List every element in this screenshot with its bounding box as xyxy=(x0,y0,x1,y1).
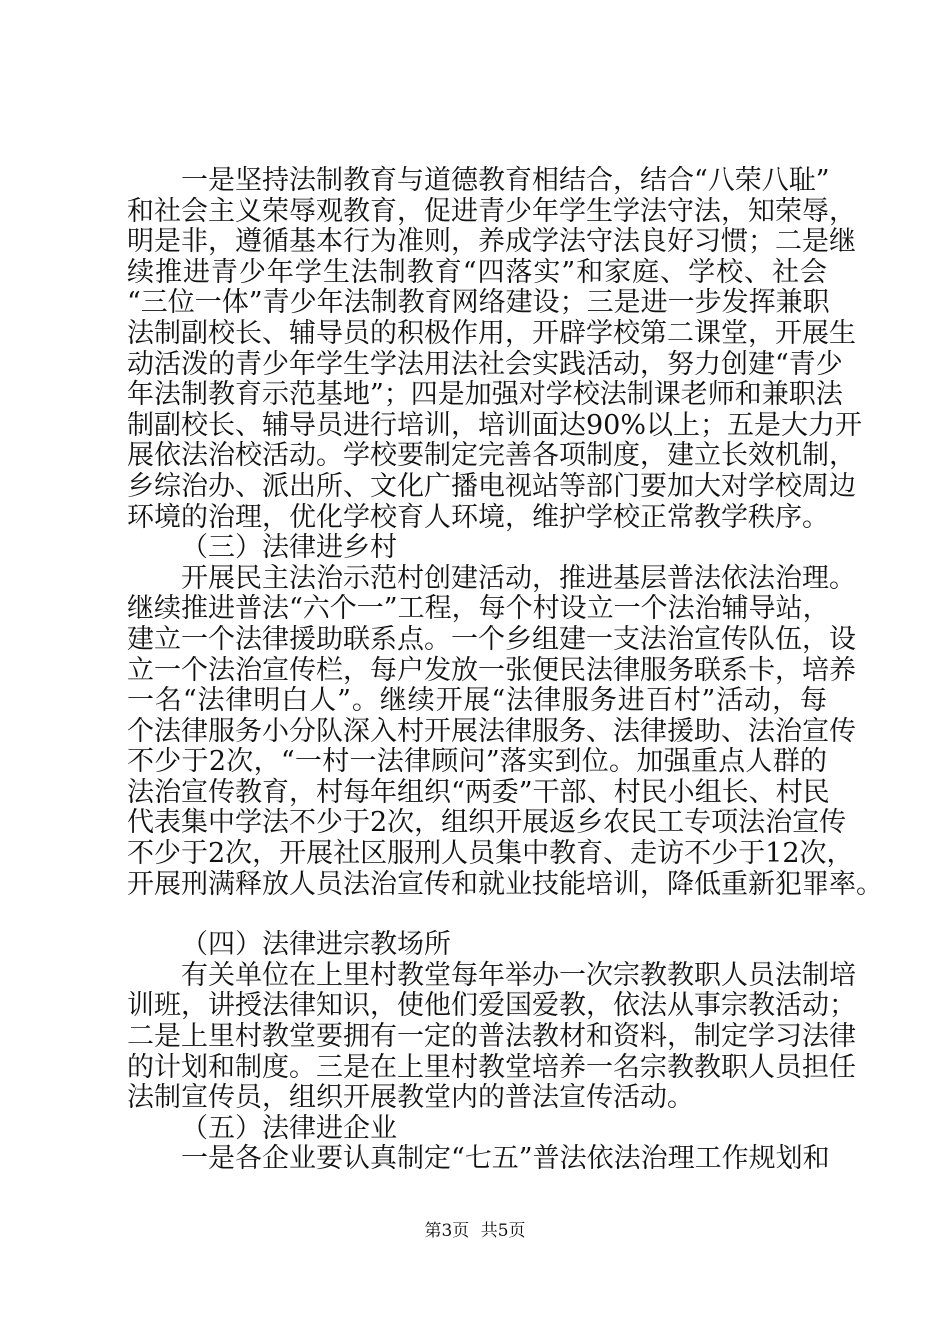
section-heading-4: （四）法律进宗教场所 xyxy=(181,929,451,961)
text-line: 制副校长、辅导员进行培训，培训面达90%以上；五是大力开 xyxy=(127,409,863,441)
text-line: 动活泼的青少年学生学法用法社会实践活动，努力创建“青少 xyxy=(127,348,843,380)
text-line: 明是非，遵循基本行为准则，养成学法守法良好习惯；二是继 xyxy=(127,226,856,258)
paragraph-1 xyxy=(127,165,863,533)
paragraph-2 xyxy=(127,562,883,901)
text-line: 续推进青少年学生法制教育“四落实”和家庭、学校、社会 xyxy=(127,256,827,288)
text-line: 法治宣传教育，村每年组织“两委”干部、村民小组长、村民 xyxy=(127,776,830,808)
text-line: 继续推进普法“六个一”工程，每个村设立一个法治辅导站， xyxy=(127,593,830,625)
text-line: 乡综治办、派出所、文化广播电视站等部门要加大对学校周边 xyxy=(127,470,856,502)
text-line: 训班，讲授法律知识，使他们爱国爱教，依法从事宗教活动； xyxy=(127,990,856,1022)
text-line: 展依法治校活动。学校要制定完善各项制度，建立长效机制， xyxy=(127,440,856,472)
text-line: 代表集中学法不少于2次，组织开展返乡农民工专项法治宣传 xyxy=(127,807,847,839)
section-heading-5: （五）法律进企业 xyxy=(181,1112,397,1144)
text-line: 的计划和制度。三是在上里村教堂培养一名宗教教职人员担任 xyxy=(127,1051,856,1083)
text-line: 有关单位在上里村教堂每年举办一次宗教教职人员法制培 xyxy=(181,959,856,991)
text-line: 建立一个法律援助联系点。一个乡组建一支法治宣传队伍，设 xyxy=(127,623,856,655)
page-total: 共5页 xyxy=(480,1221,526,1241)
text-line: 个法律服务小分队深入村开展法律服务、法律援助、法治宣传 xyxy=(127,715,856,747)
document-body xyxy=(127,165,883,1175)
text-line: 开展民主法治示范村创建活动，推进基层普法依法治理。 xyxy=(181,562,856,594)
text-line: “三位一体”青少年法制教育网络建设；三是进一步发挥兼职 xyxy=(127,287,830,319)
text-line: 立一个法治宣传栏，每户发放一张便民法律服务联系卡，培养 xyxy=(127,654,856,686)
text-line: 不少于2次，开展社区服刑人员集中教育、走访不少于12次， xyxy=(127,838,854,870)
text-line: 一是坚持法制教育与道德教育相结合，结合“八荣八耻” xyxy=(181,165,830,196)
text-line: 一是各企业要认真制定“七五”普法依法治理工作规划和 xyxy=(181,1143,830,1175)
text-line: 不少于2次，“一村一法律顾问”落实到位。加强重点人群的 xyxy=(127,746,827,778)
section-heading-3: （三）法律进乡村 xyxy=(181,532,397,564)
paragraph-3 xyxy=(127,959,856,1114)
paragraph-spacer xyxy=(127,900,827,930)
text-line: 环境的治理，优化学校育人环境，维护学校正常教学秩序。 xyxy=(127,501,829,533)
text-line: 一名“法律明白人”。继续开展“法律服务进百村”活动，每 xyxy=(127,685,827,717)
text-line: 开展刑满释放人员法治宣传和就业技能培训，降低重新犯罪率。 xyxy=(127,868,883,900)
text-line: 法制宣传员，组织开展教堂内的普法宣传活动。 xyxy=(127,1082,694,1114)
text-line: 法制副校长、辅导员的积极作用，开辟学校第二课堂，开展生 xyxy=(127,317,856,349)
paragraph-4 xyxy=(127,1143,830,1175)
text-line: 年法制教育示范基地”；四是加强对学校法制课老师和兼职法 xyxy=(127,379,843,411)
page-footer xyxy=(0,1216,950,1241)
text-line: 和社会主义荣辱观教育，促进青少年学生学法守法，知荣辱， xyxy=(127,195,856,227)
page-number: 第3页 xyxy=(424,1221,470,1241)
text-line: 二是上里村教堂要拥有一定的普法教材和资料，制定学习法律 xyxy=(127,1021,856,1053)
